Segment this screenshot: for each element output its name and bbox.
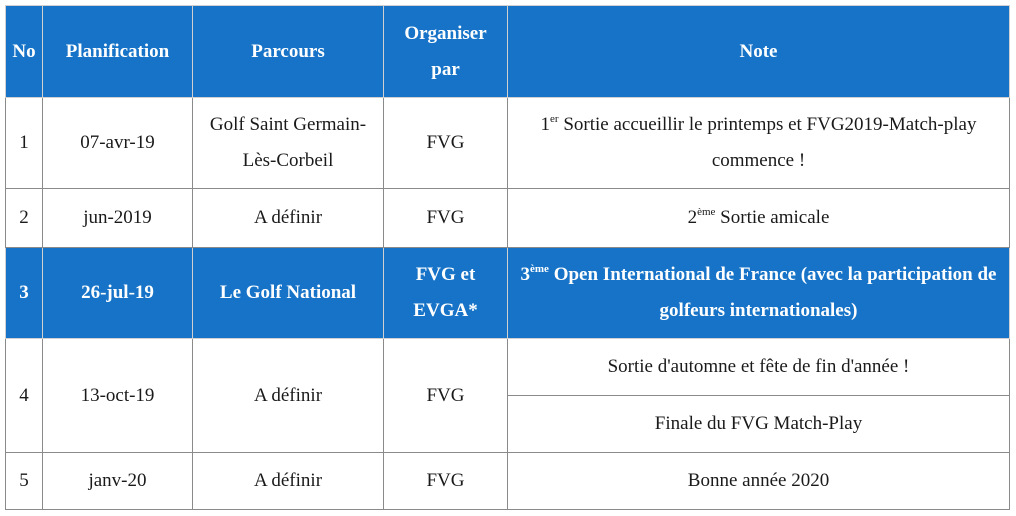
cell-organiser: FVG et EVGA* [384,248,508,339]
schedule-table [5,5,1010,510]
table-row [6,189,1010,248]
cell-no: 5 [6,453,43,510]
cell-no: 3 [6,248,43,339]
note-ordinal-suffix: er [550,113,559,125]
cell-date: jun-2019 [43,189,193,248]
table-row-highlighted [6,248,1010,339]
header-planification: Planification [43,6,193,98]
table-row [6,339,1010,396]
cell-note [508,98,1010,189]
cell-note: Finale du FVG Match-Play [508,396,1010,453]
note-ordinal: 1 [540,114,551,135]
header-row [6,6,1010,98]
cell-parcours: Golf Saint Germain-Lès-Corbeil [193,98,384,189]
cell-organiser: FVG [384,189,508,248]
header-note: Note [508,6,1010,98]
note-text: Sortie accueillir le printemps et FVG2019-Match-play commence ! [558,114,977,171]
table-row [6,98,1010,189]
cell-no: 2 [6,189,43,248]
cell-parcours: A définir [193,339,384,453]
cell-note [508,248,1010,339]
cell-date: 07-avr-19 [43,98,193,189]
cell-parcours: A définir [193,453,384,510]
note-text: Open International de France (avec la participation de golfeurs internationales) [548,264,997,321]
cell-no: 4 [6,339,43,453]
cell-no: 1 [6,98,43,189]
cell-note: Sortie d'automne et fête de fin d'année ! [508,339,1010,396]
cell-date: 26-jul-19 [43,248,193,339]
note-ordinal: 2 [687,207,698,228]
cell-organiser: FVG [384,453,508,510]
cell-note [508,189,1010,248]
header-parcours: Parcours [193,6,384,98]
note-ordinal-suffix: ème [530,263,549,275]
cell-organiser: FVG [384,98,508,189]
header-organiser: Organiser par [384,6,508,98]
cell-organiser: FVG [384,339,508,453]
cell-note: Bonne année 2020 [508,453,1010,510]
cell-parcours: Le Golf National [193,248,384,339]
cell-date: 13-oct-19 [43,339,193,453]
note-ordinal: 3 [520,264,531,285]
note-text: Sortie amicale [715,207,830,228]
cell-date: janv-20 [43,453,193,510]
note-ordinal-suffix: ème [697,206,716,218]
table-row [6,453,1010,510]
header-no: No [6,6,43,98]
cell-parcours: A définir [193,189,384,248]
